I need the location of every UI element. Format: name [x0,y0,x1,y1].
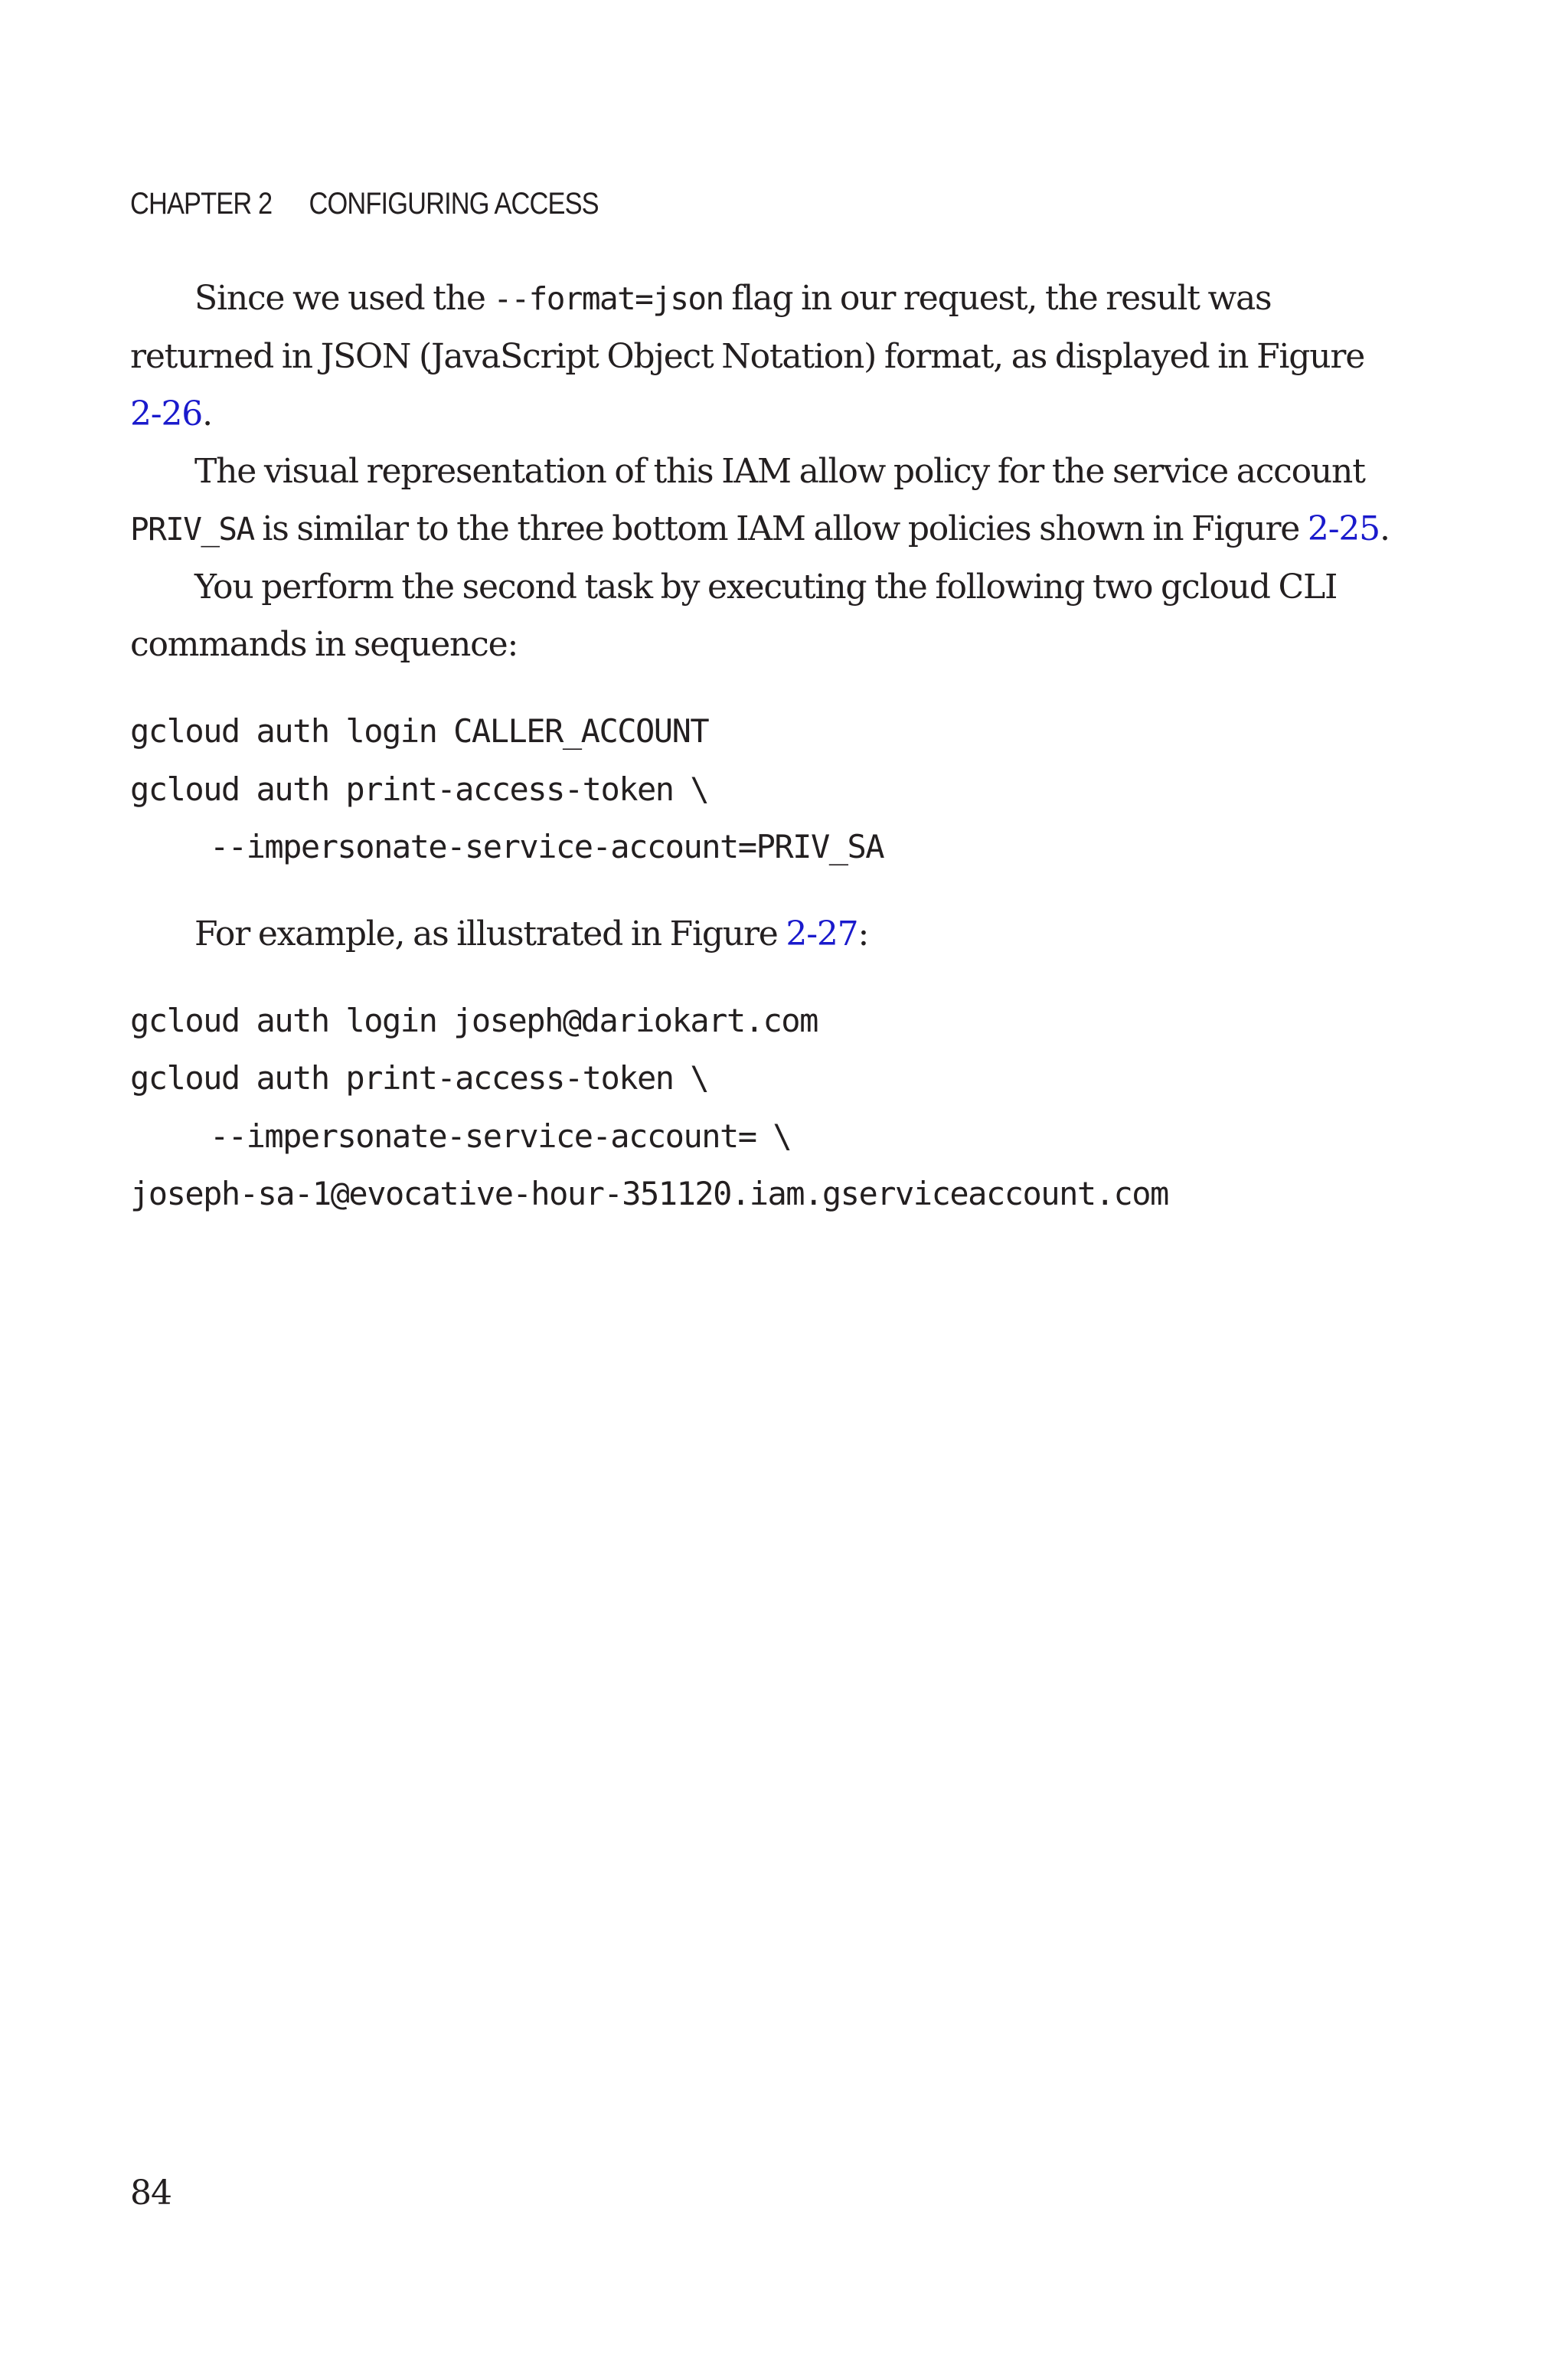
code-line: gcloud auth login joseph@dariokart.com [130,1001,818,1039]
code-line: gcloud auth print-access-token \ [130,770,709,808]
paragraph-second-task: You perform the second task by executing the following two gcloud CLI commands in sequence: [130,568,1338,664]
paragraph-visual-representation: The visual representation of this IAM allow policy for the service account PRIV_SA is similar to the three bottom IAM allow policies shown in Figure 2-25. [130,452,1390,548]
chapter-title: CONFIGURING ACCESS [309,187,599,221]
book-page [130,0,1432,2378]
figure-link-2-25[interactable]: 2-25 [1307,509,1380,548]
page-number: 84 [130,2174,172,2213]
code-line: gcloud auth login CALLER_ACCOUNT [130,712,709,750]
code-block-generic [130,702,1401,876]
inline-code-format-flag: --format=json [493,280,724,317]
code-line: --impersonate-service-account=PRIV_SA [210,828,884,865]
figure-link-2-26[interactable]: 2-26 [130,394,203,433]
running-head [130,187,599,221]
code-line: gcloud auth print-access-token \ [130,1059,709,1097]
inline-code-priv-sa: PRIV_SA [130,511,254,548]
code-block-example [130,992,1401,1223]
figure-link-2-27[interactable]: 2-27 [786,914,858,953]
chapter-label: CHAPTER 2 [130,187,273,221]
paragraph-format-flag: Since we used the --format=json flag in our request, the result was returned in JSON (JavaScript Object Notation) format, as displayed in Figure 2-26. [130,279,1365,433]
code-line: --impersonate-service-account= \ [210,1117,792,1155]
body-text [130,270,1401,1223]
code-line: joseph-sa-1@evocative-hour-351120.iam.gserviceaccount.com [130,1175,1168,1212]
paragraph-example: For example, as illustrated in Figure 2-27: [194,914,869,953]
